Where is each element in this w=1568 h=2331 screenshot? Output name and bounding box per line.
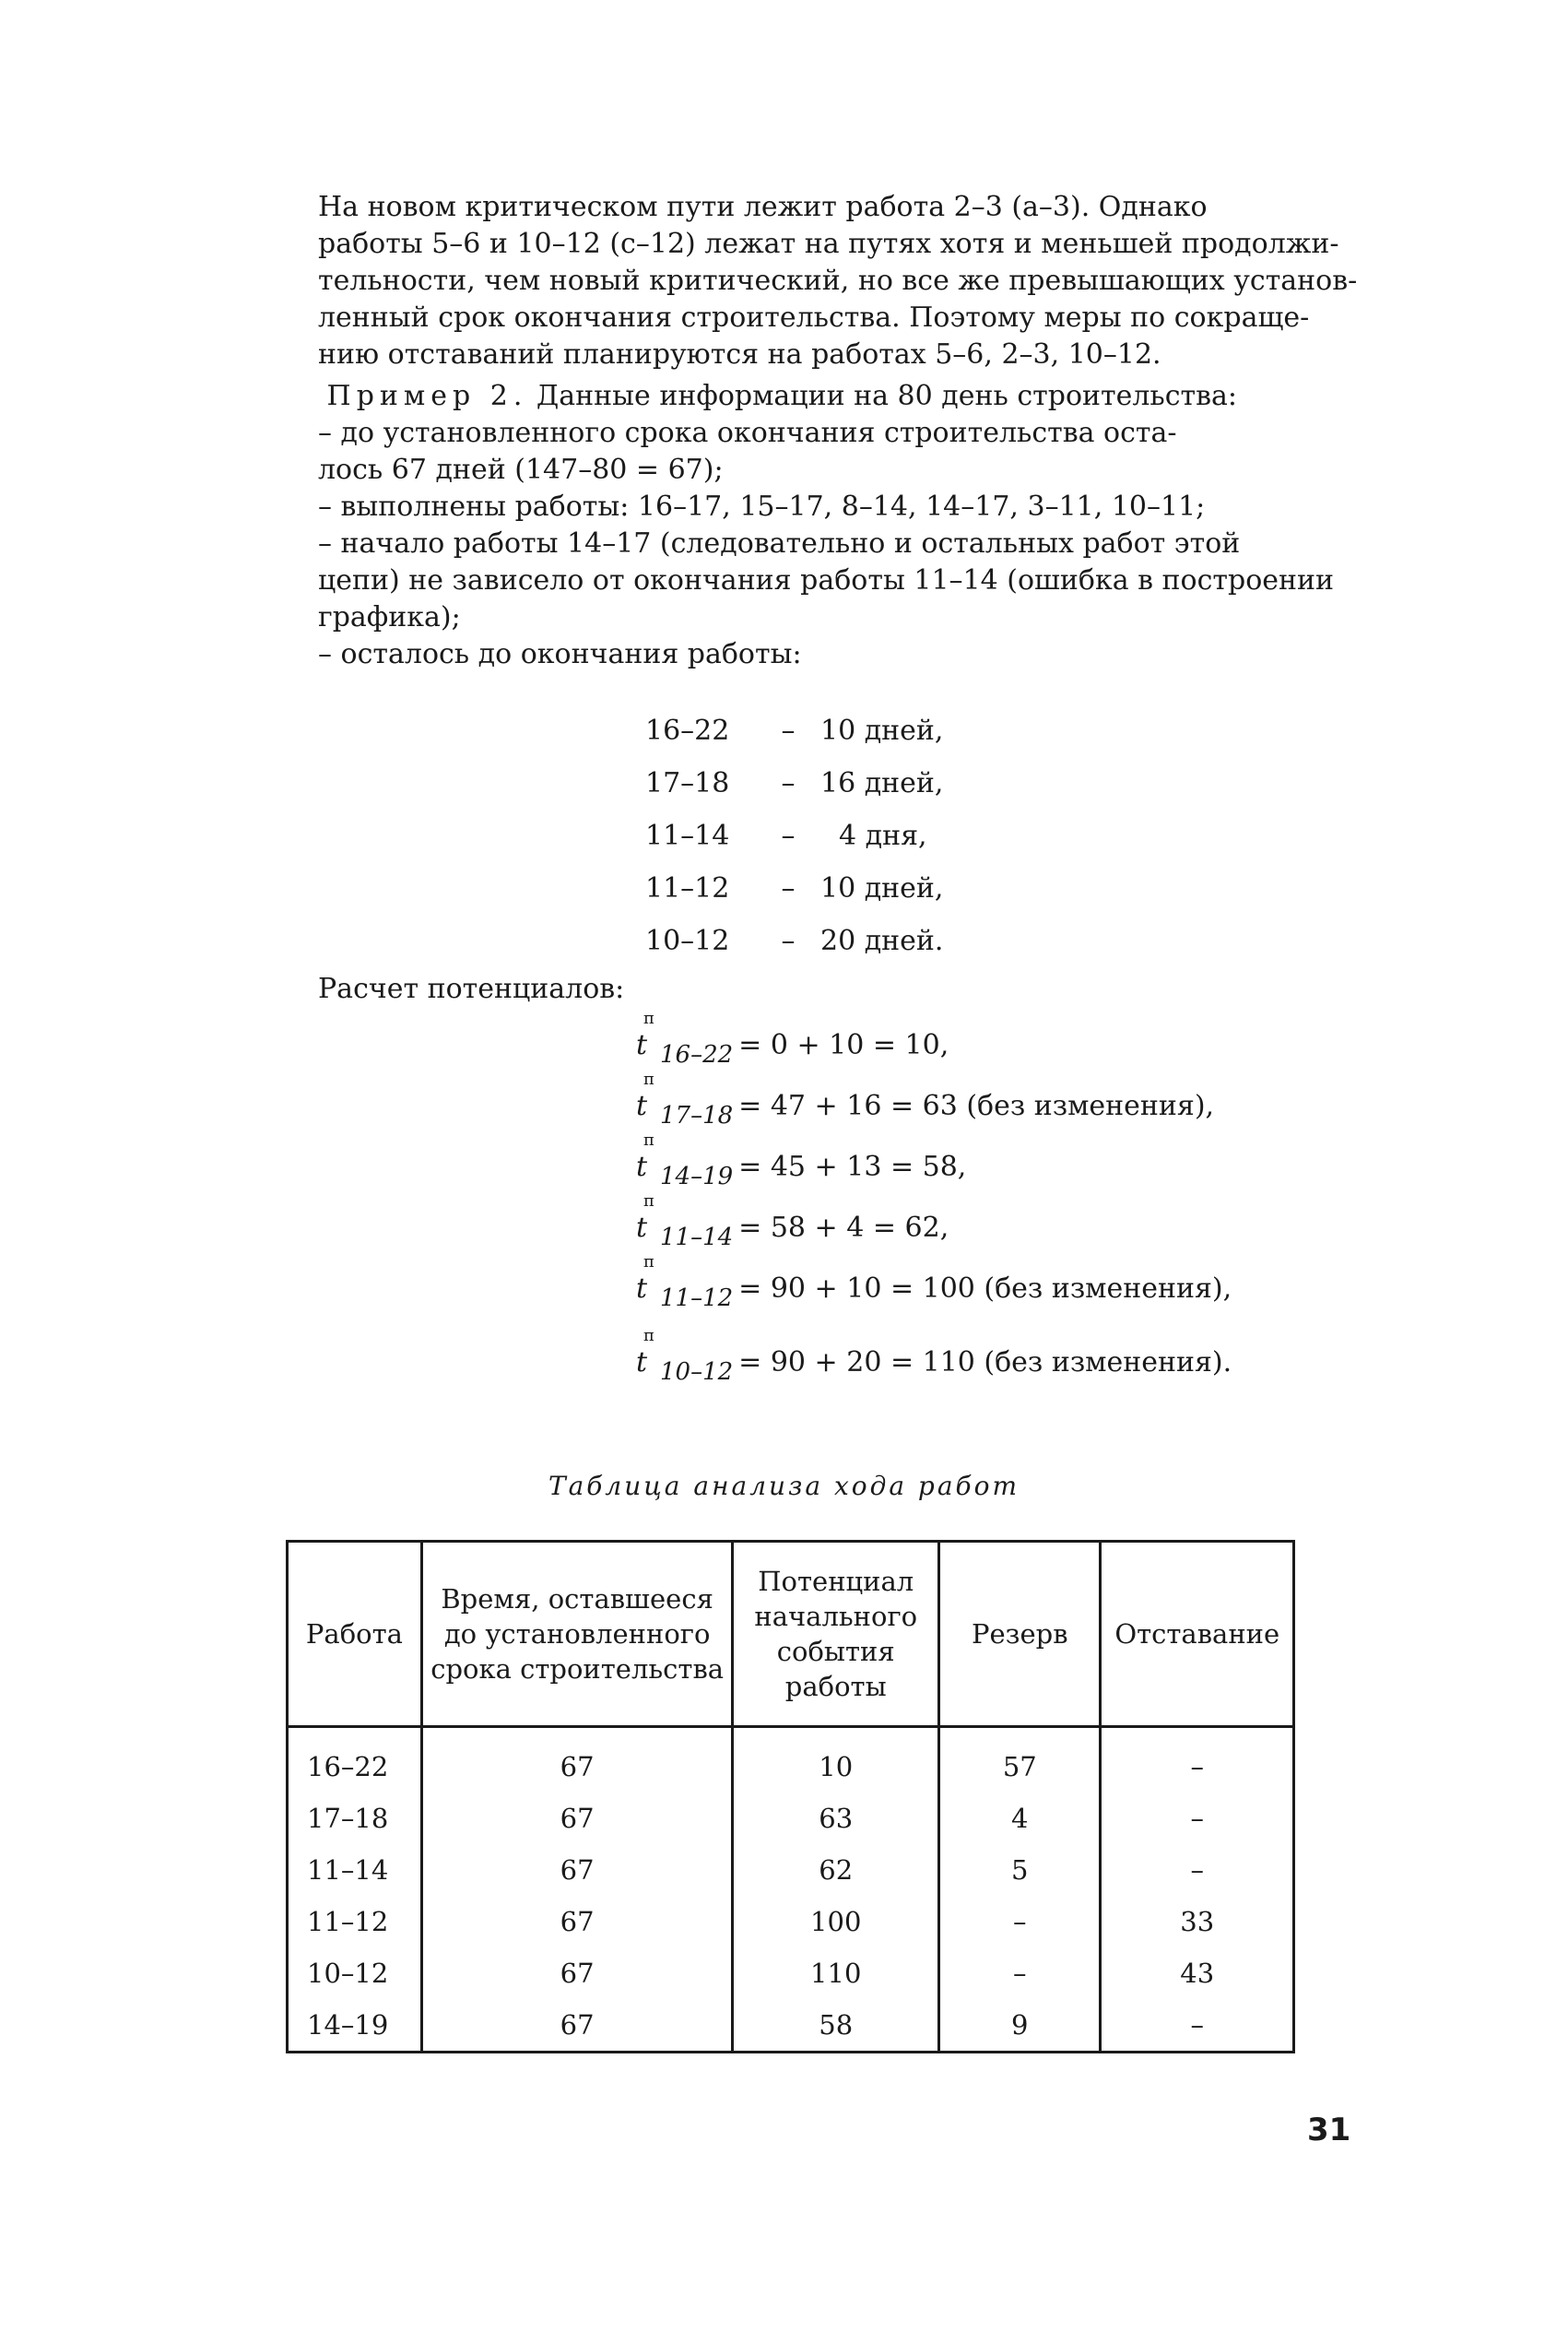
formula [636, 1183, 1232, 1251]
duration: 10 дней, [820, 872, 944, 905]
cell-work: 11–12 [288, 1896, 422, 1947]
column-header-reserve: Резерв [939, 1542, 1101, 1727]
cell-reserve: 9 [939, 1999, 1101, 2053]
t-subscript: 10–12 [660, 1358, 734, 1386]
t-superscript: п [643, 1130, 654, 1150]
table-row [288, 1947, 1294, 1999]
t-subscript: 16–22 [660, 1041, 734, 1069]
formula-expression: = 90 + 20 = 110 (без изменения). [738, 1346, 1232, 1378]
formula [636, 1122, 1232, 1190]
remaining-durations [645, 715, 1042, 977]
cell-work: 14–19 [288, 1999, 422, 2053]
remaining-row [645, 767, 1042, 820]
dash: – [781, 925, 796, 957]
table-row [288, 1999, 1294, 2053]
t-subscript: 17–18 [660, 1102, 734, 1130]
cell-delay: 33 [1101, 1896, 1294, 1947]
cell-time: 67 [421, 1844, 732, 1896]
work-code: 11–12 [645, 872, 730, 905]
cell-time: 67 [421, 1896, 732, 1947]
example-label: Пример 2. [326, 380, 528, 412]
t-symbol: t п [636, 1130, 654, 1183]
cell-delay: – [1101, 1727, 1294, 1793]
cell-potential: 100 [733, 1896, 939, 1947]
t-subscript: 14–19 [660, 1163, 734, 1190]
t-superscript: п [643, 1191, 654, 1211]
cell-work: 16–22 [288, 1727, 422, 1793]
bullet-line: – начало работы 14–17 (следовательно и остальных работ этой [318, 527, 1241, 560]
cell-reserve: 57 [939, 1727, 1101, 1793]
formula-expression: = 90 + 10 = 100 (без изменения), [738, 1272, 1232, 1305]
formula [636, 1244, 1232, 1312]
table-row [288, 1793, 1294, 1844]
cell-work: 17–18 [288, 1793, 422, 1844]
duration: 16 дней, [820, 767, 944, 799]
table-row [288, 1727, 1294, 1793]
cell-time: 67 [421, 1947, 732, 1999]
dash: – [781, 715, 796, 747]
example-line [318, 378, 1360, 415]
duration: 20 дней. [820, 925, 944, 957]
cell-reserve: 5 [939, 1844, 1101, 1896]
formula [636, 1061, 1232, 1130]
cell-potential: 10 [733, 1727, 939, 1793]
t-symbol: t п [636, 1070, 654, 1122]
formula-expression: = 58 + 4 = 62, [738, 1212, 949, 1244]
duration: 4 дня, [839, 820, 927, 852]
remaining-row [645, 820, 1042, 872]
calc-heading: Расчет потенциалов: [318, 973, 625, 1005]
column-header-potential: Потенциал начального события работы [733, 1542, 939, 1727]
column-header-time-remaining: Время, оставшееся до установленного срока строительства [421, 1542, 732, 1727]
cell-potential: 110 [733, 1947, 939, 1999]
t-superscript: п [643, 1326, 654, 1345]
work-code: 10–12 [645, 925, 730, 957]
formula-expression: = 0 + 10 = 10, [738, 1029, 949, 1061]
bullet-line: – выполнены работы: 16–17, 15–17, 8–14, 14–17, 3–11, 10–11; [318, 491, 1206, 523]
t-superscript: п [643, 1009, 654, 1028]
column-header-delay: Отставание [1101, 1542, 1294, 1727]
t-subscript: 11–14 [660, 1224, 734, 1251]
t-symbol: t п [636, 1252, 654, 1305]
work-code: 11–14 [645, 820, 730, 852]
bullet-line: – осталось до окончания работы: [318, 638, 802, 670]
t-symbol: t п [636, 1326, 654, 1378]
intro-paragraph [318, 189, 1360, 373]
dash: – [781, 820, 796, 852]
t-symbol: t п [636, 1009, 654, 1061]
dash: – [781, 767, 796, 799]
intro-line: ленный срок окончания строительства. Поэтому меры по сокраще- [318, 302, 1310, 334]
formula [636, 1000, 1232, 1069]
t-superscript: п [643, 1252, 654, 1272]
remaining-row [645, 715, 1042, 767]
duration: 10 дней, [820, 715, 944, 747]
intro-line: На новом критическом пути лежит работа 2–3 (а–3). Однако [318, 191, 1208, 223]
table-header-row [288, 1542, 1294, 1727]
cell-delay: – [1101, 1793, 1294, 1844]
page-number: 31 [1307, 2112, 1351, 2148]
cell-delay: – [1101, 1844, 1294, 1896]
table-caption: Таблица анализа хода работ [548, 1471, 1020, 1501]
t-subscript: 11–12 [660, 1284, 734, 1312]
formula-expression: = 47 + 16 = 63 (без изменения), [738, 1090, 1215, 1122]
cell-reserve: 4 [939, 1793, 1101, 1844]
cell-delay: 43 [1101, 1947, 1294, 1999]
t-symbol: t п [636, 1191, 654, 1244]
cell-work: 10–12 [288, 1947, 422, 1999]
cell-reserve: – [939, 1896, 1101, 1947]
cell-work: 11–14 [288, 1844, 422, 1896]
intro-line: тельности, чем новый критический, но все же превышающих установ- [318, 265, 1358, 297]
bullet-line: графика); [318, 601, 461, 633]
cell-time: 67 [421, 1999, 732, 2053]
cell-potential: 62 [733, 1844, 939, 1896]
cell-delay: – [1101, 1999, 1294, 2053]
cell-reserve: – [939, 1947, 1101, 1999]
formula [636, 1305, 1232, 1386]
cell-time: 67 [421, 1727, 732, 1793]
cell-potential: 58 [733, 1999, 939, 2053]
analysis-table [286, 1540, 1295, 2053]
remaining-row [645, 925, 1042, 977]
intro-line: работы 5–6 и 10–12 (с–12) лежат на путях хотя и меньшей продолжи- [318, 228, 1339, 260]
table-row [288, 1844, 1294, 1896]
bullet-line: цепи) не зависело от окончания работы 11–14 (ошибка в построении [318, 564, 1335, 597]
bullet-line: лось 67 дней (147–80 = 67); [318, 454, 724, 486]
intro-line: нию отставаний планируются на работах 5–6, 2–3, 10–12. [318, 338, 1161, 371]
bullet-list [318, 415, 1360, 673]
potential-formulas [636, 1000, 1232, 1386]
formula-expression: = 45 + 13 = 58, [738, 1151, 967, 1183]
table-row [288, 1896, 1294, 1947]
example-text: Данные информации на 80 день строительства: [527, 380, 1238, 412]
t-superscript: п [643, 1070, 654, 1089]
dash: – [781, 872, 796, 905]
work-code: 17–18 [645, 767, 730, 799]
cell-time: 67 [421, 1793, 732, 1844]
bullet-line: – до установленного срока окончания строительства оста- [318, 417, 1177, 449]
remaining-row [645, 872, 1042, 925]
column-header-work: Работа [288, 1542, 422, 1727]
work-code: 16–22 [645, 715, 730, 747]
cell-potential: 63 [733, 1793, 939, 1844]
